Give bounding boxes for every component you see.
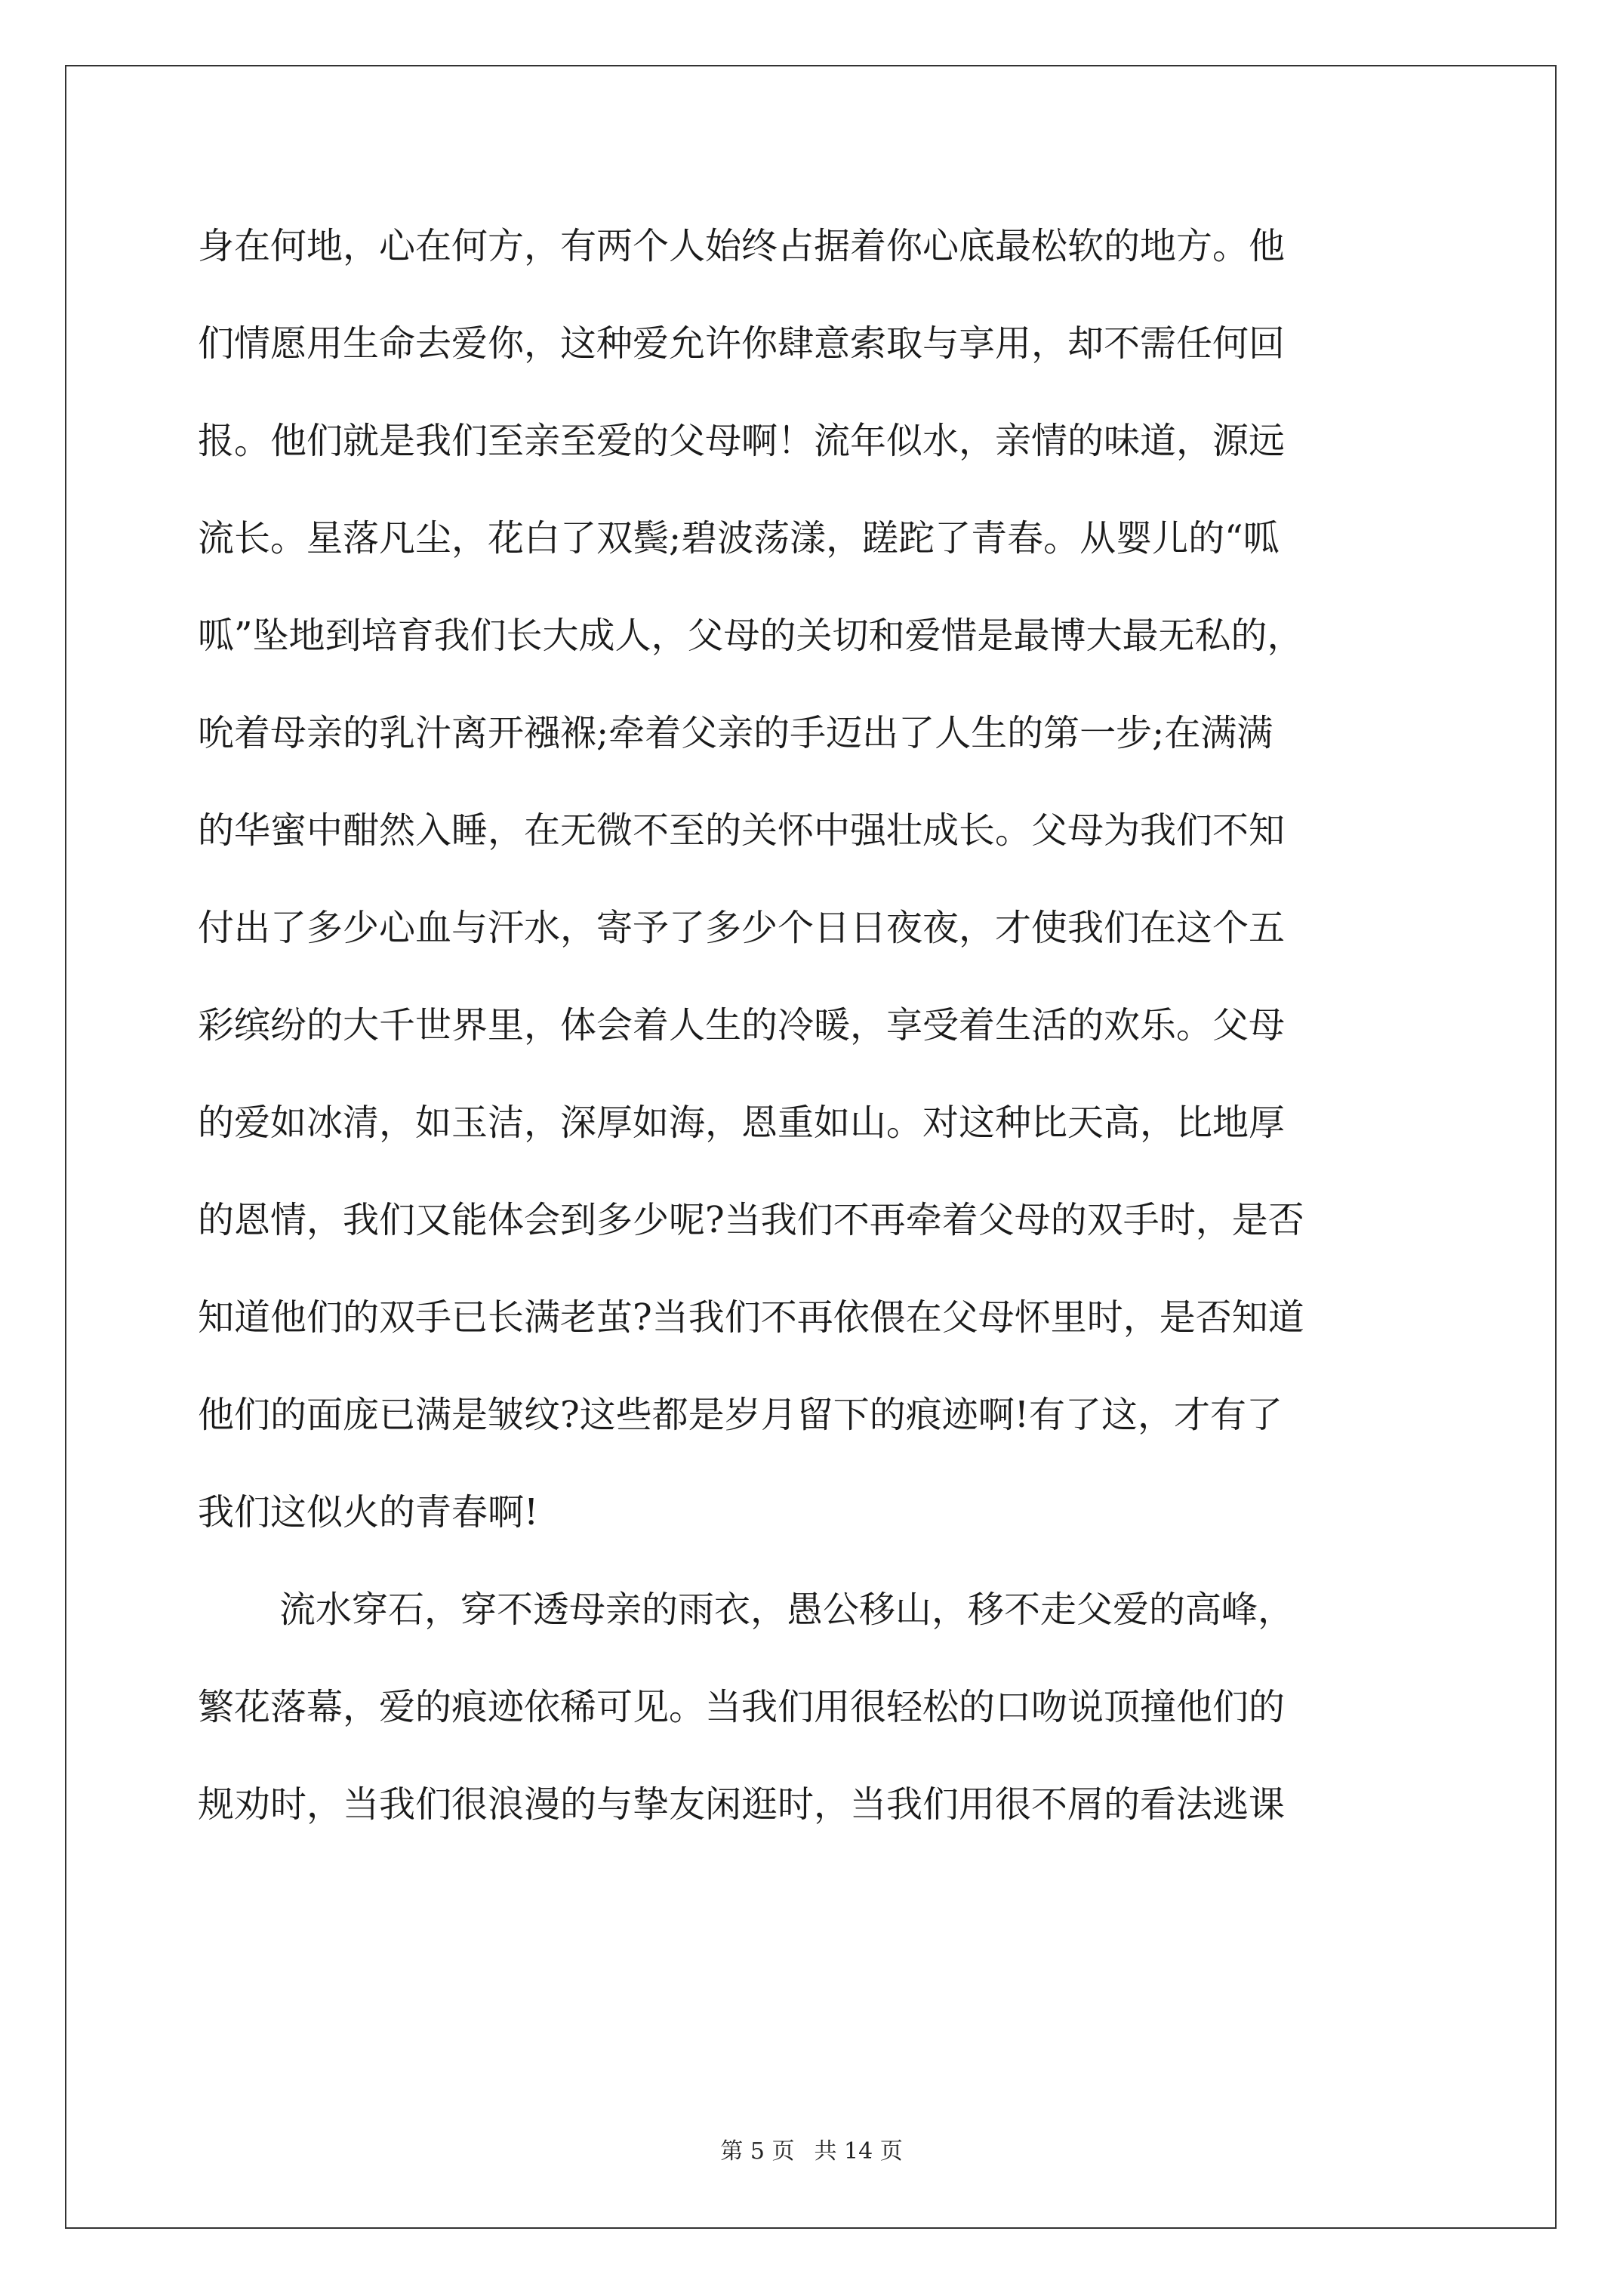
- text-line: 身在何地，心在何方，有两个人始终占据着你心底最松软的地方。他: [198, 225, 1286, 267]
- text-line: 我们这似火的青春啊!: [198, 1491, 539, 1533]
- text-line: 流长。星落凡尘，花白了双鬓;碧波荡漾，蹉跎了青春。从婴儿的“呱: [198, 517, 1280, 559]
- page-footer: [0, 2137, 1623, 2167]
- text-line: 报。他们就是我们至亲至爱的父母啊！流年似水，亲情的味道，源远: [198, 420, 1286, 462]
- text-line: 规劝时，当我们很浪漫的与挚友闲逛时，当我们用很不屑的看法逃课: [198, 1783, 1286, 1826]
- text-line: 的爱如冰清，如玉洁，深厚如海，恩重如山。对这种比天高，比地厚: [198, 1102, 1286, 1144]
- text-line: 们情愿用生命去爱你，这种爱允许你肆意索取与享用，却不需任何回: [198, 322, 1286, 365]
- page-total: 共 14 页: [814, 2138, 903, 2165]
- paragraph: [198, 198, 1436, 1561]
- page-number: 第 5 页: [720, 2138, 795, 2165]
- text-line: 彩缤纷的大千世界里，体会着人生的冷暖，享受着生活的欢乐。父母: [198, 1004, 1286, 1046]
- text-line: 的华蜜中酣然入睡，在无微不至的关怀中强壮成长。父母为我们不知: [198, 809, 1286, 852]
- text-line: 繁花落幕，爱的痕迹依稀可见。当我们用很轻松的口吻说顶撞他们的: [198, 1686, 1286, 1728]
- text-line: 付出了多少心血与汗水，寄予了多少个日日夜夜，才使我们在这个五: [198, 907, 1286, 949]
- text-line: 知道他们的双手已长满老茧?当我们不再依偎在父母怀里时，是否知道: [198, 1296, 1304, 1339]
- text-line: 流水穿石，穿不透母亲的雨衣，愚公移山，移不走父爱的高峰，: [279, 1589, 1295, 1631]
- text-line: 呱”坠地到培育我们长大成人，父母的关切和爱惜是最博大最无私的，: [198, 615, 1304, 657]
- document-body: [198, 198, 1436, 1854]
- text-line: 吮着母亲的乳汁离开襁褓;牵着父亲的手迈出了人生的第一步;在满满: [198, 712, 1273, 754]
- text-line: 他们的面庞已满是皱纹?这些都是岁月留下的痕迹啊!有了这，才有了: [198, 1394, 1283, 1436]
- paragraph: [198, 1561, 1436, 1854]
- text-line: 的恩情，我们又能体会到多少呢?当我们不再牵着父母的双手时，是否: [198, 1199, 1304, 1241]
